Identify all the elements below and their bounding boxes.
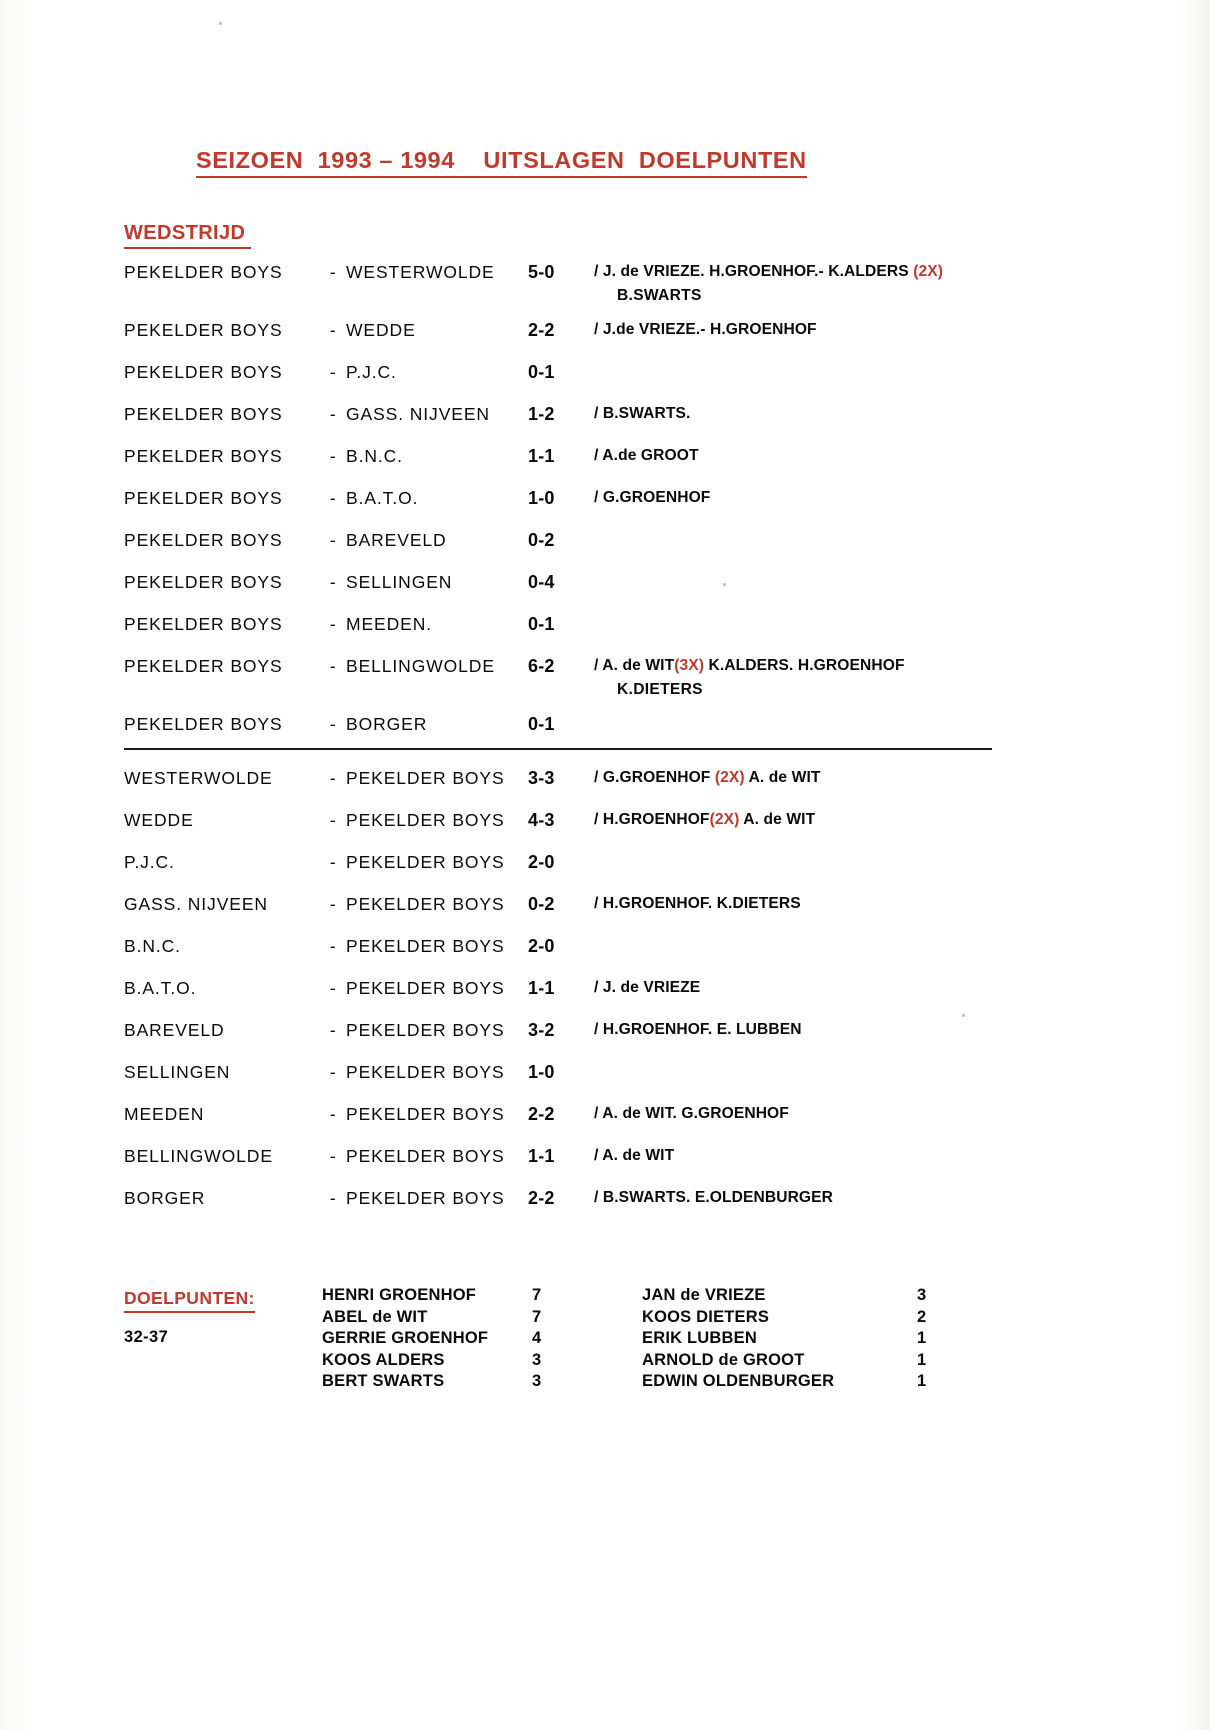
scorer-name-right: ARNOLD de GROOT <box>642 1350 805 1369</box>
away-team-name: PEKELDER BOYS <box>346 810 505 830</box>
match-row <box>124 488 1124 530</box>
match-teams <box>124 262 524 283</box>
home-team-name: B.A.T.O. <box>124 978 197 998</box>
goal-scorers <box>594 1147 674 1165</box>
match-teams <box>124 714 524 735</box>
scorer-goals-left: 3 <box>532 1372 542 1390</box>
match-score: 3-2 <box>528 1020 555 1040</box>
top-scorers-table <box>322 1286 957 1394</box>
home-team-name: PEKELDER BOYS <box>124 714 283 734</box>
match-row <box>124 614 1124 656</box>
match-score: 2-0 <box>528 852 555 872</box>
match-teams <box>124 768 524 789</box>
section-divider <box>124 748 992 750</box>
match-row <box>124 936 1124 978</box>
versus-dash: - <box>329 1146 337 1166</box>
goal-scorers <box>594 1105 789 1123</box>
goal-multiplier: (2X) <box>709 811 740 828</box>
match-score: 1-0 <box>528 1062 555 1082</box>
versus-dash: - <box>329 936 337 956</box>
scorer-name-left: ABEL de WIT <box>322 1307 428 1326</box>
match-row <box>124 1020 1124 1062</box>
goal-scorers <box>594 263 943 281</box>
versus-dash: - <box>329 1188 337 1208</box>
goal-multiplier: (3X) <box>674 657 705 674</box>
match-score: 2-2 <box>528 320 555 340</box>
away-team-name: PEKELDER BOYS <box>346 1188 505 1208</box>
scorers-text-continued: A. de WIT <box>739 811 816 828</box>
versus-dash: - <box>329 852 337 872</box>
match-teams <box>124 530 524 551</box>
home-team-name: PEKELDER BOYS <box>124 320 283 340</box>
scorer-name-left: KOOS ALDERS <box>322 1350 445 1369</box>
match-row <box>124 1104 1124 1146</box>
home-matches-list <box>124 262 1124 756</box>
scan-speck <box>962 1014 965 1017</box>
home-team-name: BELLINGWOLDE <box>124 1146 273 1166</box>
away-team-name: PEKELDER BOYS <box>346 852 505 872</box>
match-row <box>124 1062 1124 1104</box>
away-team-name: BELLINGWOLDE <box>346 656 495 676</box>
goal-scorers <box>594 321 817 339</box>
match-score: 2-2 <box>528 1188 555 1208</box>
home-team-name: PEKELDER BOYS <box>124 614 283 634</box>
match-score: 0-4 <box>528 572 555 592</box>
scorers-text-continued: A. de WIT <box>744 769 821 786</box>
away-team-name: P.J.C. <box>346 362 397 382</box>
scorer-goals-left: 7 <box>532 1286 542 1304</box>
home-team-name: GASS. NIJVEEN <box>124 894 268 914</box>
scorers-text: / A.de GROOT <box>594 447 699 464</box>
scorer-goals-right: 1 <box>917 1372 927 1390</box>
versus-dash: - <box>329 656 337 676</box>
total-goals-value: 32-37 <box>124 1328 169 1346</box>
match-score: 0-1 <box>528 362 555 382</box>
goal-scorers <box>594 447 699 465</box>
versus-dash: - <box>329 1104 337 1124</box>
scorers-text: / H.GROENHOF. E. LUBBEN <box>594 1021 802 1038</box>
scorers-text: / A. de WIT. G.GROENHOF <box>594 1105 789 1122</box>
match-row <box>124 1188 1124 1230</box>
away-team-name: GASS. NIJVEEN <box>346 404 490 424</box>
away-team-name: MEEDEN. <box>346 614 433 634</box>
match-row <box>124 852 1124 894</box>
scorers-text: / B.SWARTS. <box>594 405 691 422</box>
scorer-row <box>322 1329 957 1351</box>
match-score: 5-0 <box>528 262 555 282</box>
match-row <box>124 404 1124 446</box>
versus-dash: - <box>329 1020 337 1040</box>
match-score: 0-2 <box>528 894 555 914</box>
goal-scorers <box>594 1189 833 1207</box>
match-teams <box>124 894 524 915</box>
scorer-name-right: EDWIN OLDENBURGER <box>642 1372 835 1390</box>
away-team-name: WESTERWOLDE <box>346 262 495 282</box>
page-title: SEIZOEN 1993 – 1994 UITSLAGEN DOELPUNTEN <box>196 148 807 178</box>
match-teams <box>124 572 524 593</box>
match-teams <box>124 1146 524 1167</box>
match-row <box>124 262 1124 320</box>
match-teams <box>124 614 524 635</box>
away-team-name: BAREVELD <box>346 530 447 550</box>
versus-dash: - <box>329 488 337 508</box>
versus-dash: - <box>329 614 337 634</box>
match-row <box>124 810 1124 852</box>
match-teams <box>124 404 524 425</box>
match-score: 0-1 <box>528 614 555 634</box>
match-score: 1-1 <box>528 1146 555 1166</box>
versus-dash: - <box>329 810 337 830</box>
match-teams <box>124 446 524 467</box>
scorer-name-right: ERIK LUBBEN <box>642 1329 757 1347</box>
scorer-row <box>322 1351 957 1373</box>
goal-scorers <box>594 895 801 913</box>
match-row <box>124 656 1124 714</box>
goal-multiplier: (2X) <box>714 769 745 786</box>
match-score: 1-0 <box>528 488 555 508</box>
goal-scorers-line2: K.DIETERS <box>617 681 703 698</box>
match-teams <box>124 852 524 873</box>
match-score: 6-2 <box>528 656 555 676</box>
away-team-name: B.A.T.O. <box>346 488 419 508</box>
scorers-text: / H.GROENHOF. K.DIETERS <box>594 895 801 912</box>
away-team-name: PEKELDER BOYS <box>346 1104 505 1124</box>
match-teams <box>124 1188 524 1209</box>
match-teams <box>124 488 524 509</box>
match-score: 2-0 <box>528 936 555 956</box>
scorers-text: / A. de WIT <box>594 1147 675 1164</box>
match-teams <box>124 362 524 383</box>
home-team-name: B.N.C. <box>124 936 181 956</box>
home-team-name: PEKELDER BOYS <box>124 262 283 282</box>
versus-dash: - <box>329 530 337 550</box>
home-team-name: BORGER <box>124 1188 206 1208</box>
match-row <box>124 362 1124 404</box>
scorer-goals-left: 3 <box>532 1350 542 1369</box>
home-team-name: P.J.C. <box>124 852 175 872</box>
versus-dash: - <box>329 768 337 788</box>
home-team-name: PEKELDER BOYS <box>124 656 283 676</box>
match-row <box>124 978 1124 1020</box>
match-teams <box>124 656 524 677</box>
goal-scorers <box>594 657 905 675</box>
match-row <box>124 530 1124 572</box>
versus-dash: - <box>329 262 337 282</box>
goal-scorers <box>594 769 821 787</box>
scan-speck <box>723 583 726 586</box>
away-team-name: BORGER <box>346 714 428 734</box>
versus-dash: - <box>329 714 337 734</box>
scorers-text-continued: K.ALDERS. H.GROENHOF <box>704 657 905 674</box>
match-teams <box>124 320 524 341</box>
goal-scorers <box>594 405 690 423</box>
away-team-name: WEDDE <box>346 320 416 340</box>
scorer-name-left: BERT SWARTS <box>322 1372 445 1390</box>
match-score: 4-3 <box>528 810 555 830</box>
home-team-name: PEKELDER BOYS <box>124 572 283 592</box>
home-team-name: BAREVELD <box>124 1020 225 1040</box>
scorer-name-right: KOOS DIETERS <box>642 1307 770 1326</box>
match-score: 2-2 <box>528 1104 555 1124</box>
scorers-text: / B.SWARTS. E.OLDENBURGER <box>594 1189 834 1206</box>
match-score: 0-1 <box>528 714 555 734</box>
scorer-name-left: GERRIE GROENHOF <box>322 1329 489 1347</box>
home-team-name: PEKELDER BOYS <box>124 446 283 466</box>
match-teams <box>124 1020 524 1041</box>
versus-dash: - <box>329 446 337 466</box>
match-row <box>124 768 1124 810</box>
away-team-name: PEKELDER BOYS <box>346 1146 505 1166</box>
goal-scorers-line2: B.SWARTS <box>617 287 702 304</box>
away-team-name: PEKELDER BOYS <box>346 1020 505 1040</box>
away-team-name: PEKELDER BOYS <box>346 768 505 788</box>
scorer-name-right: JAN de VRIEZE <box>642 1286 766 1304</box>
match-score: 1-2 <box>528 404 555 424</box>
versus-dash: - <box>329 572 337 592</box>
home-team-name: PEKELDER BOYS <box>124 404 283 424</box>
match-row <box>124 894 1124 936</box>
home-team-name: WESTERWOLDE <box>124 768 273 788</box>
away-team-name: B.N.C. <box>346 446 403 466</box>
versus-dash: - <box>329 894 337 914</box>
match-row <box>124 1146 1124 1188</box>
home-team-name: WEDDE <box>124 810 194 830</box>
away-team-name: PEKELDER BOYS <box>346 1062 505 1082</box>
versus-dash: - <box>329 1062 337 1082</box>
versus-dash: - <box>329 978 337 998</box>
away-matches-list <box>124 768 1124 1230</box>
home-team-name: PEKELDER BOYS <box>124 530 283 550</box>
goal-scorers <box>594 489 710 507</box>
match-teams <box>124 1104 524 1125</box>
section-heading-doelpunten: DOELPUNTEN: <box>124 1288 255 1313</box>
goal-scorers <box>594 979 700 997</box>
section-heading-wedstrijd: WEDSTRIJD <box>124 222 251 249</box>
match-teams <box>124 1062 524 1083</box>
scorer-row <box>322 1286 957 1308</box>
home-team-name: PEKELDER BOYS <box>124 362 283 382</box>
scorers-text: / G.GROENHOF <box>594 489 711 506</box>
scorer-goals-right: 1 <box>917 1350 927 1369</box>
match-score: 1-1 <box>528 446 555 466</box>
home-team-name: SELLINGEN <box>124 1062 231 1082</box>
scorer-goals-right: 2 <box>917 1307 927 1326</box>
versus-dash: - <box>329 362 337 382</box>
away-team-name: SELLINGEN <box>346 572 453 592</box>
scorer-row <box>322 1372 957 1394</box>
home-team-name: MEEDEN <box>124 1104 205 1124</box>
scorers-text: / G.GROENHOF <box>594 769 715 786</box>
scorer-goals-left: 7 <box>532 1307 542 1326</box>
scorers-text: / J. de VRIEZE <box>594 979 701 996</box>
scorer-goals-left: 4 <box>532 1329 542 1347</box>
match-score: 3-3 <box>528 768 555 788</box>
match-teams <box>124 810 524 831</box>
away-team-name: PEKELDER BOYS <box>346 978 505 998</box>
scorer-goals-right: 3 <box>917 1286 927 1304</box>
scorers-text: / J. de VRIEZE. H.GROENHOF.- K.ALDERS <box>594 263 914 280</box>
home-team-name: PEKELDER BOYS <box>124 488 283 508</box>
match-score: 0-2 <box>528 530 555 550</box>
goal-multiplier: (2X) <box>913 263 944 280</box>
scorer-name-left: HENRI GROENHOF <box>322 1286 477 1304</box>
match-row <box>124 446 1124 488</box>
match-score: 1-1 <box>528 978 555 998</box>
scorers-text: / H.GROENHOF <box>594 811 710 828</box>
away-team-name: PEKELDER BOYS <box>346 936 505 956</box>
versus-dash: - <box>329 320 337 340</box>
match-teams <box>124 936 524 957</box>
scorers-text: / A. de WIT <box>594 657 675 674</box>
match-teams <box>124 978 524 999</box>
scorer-goals-right: 1 <box>917 1329 927 1347</box>
versus-dash: - <box>329 404 337 424</box>
match-row <box>124 320 1124 362</box>
match-row <box>124 572 1124 614</box>
scorers-text: / J.de VRIEZE.- H.GROENHOF <box>594 321 817 338</box>
goal-scorers <box>594 1021 802 1039</box>
goal-scorers <box>594 811 815 829</box>
away-team-name: PEKELDER BOYS <box>346 894 505 914</box>
scorer-row <box>322 1308 957 1330</box>
scan-speck <box>219 22 222 25</box>
